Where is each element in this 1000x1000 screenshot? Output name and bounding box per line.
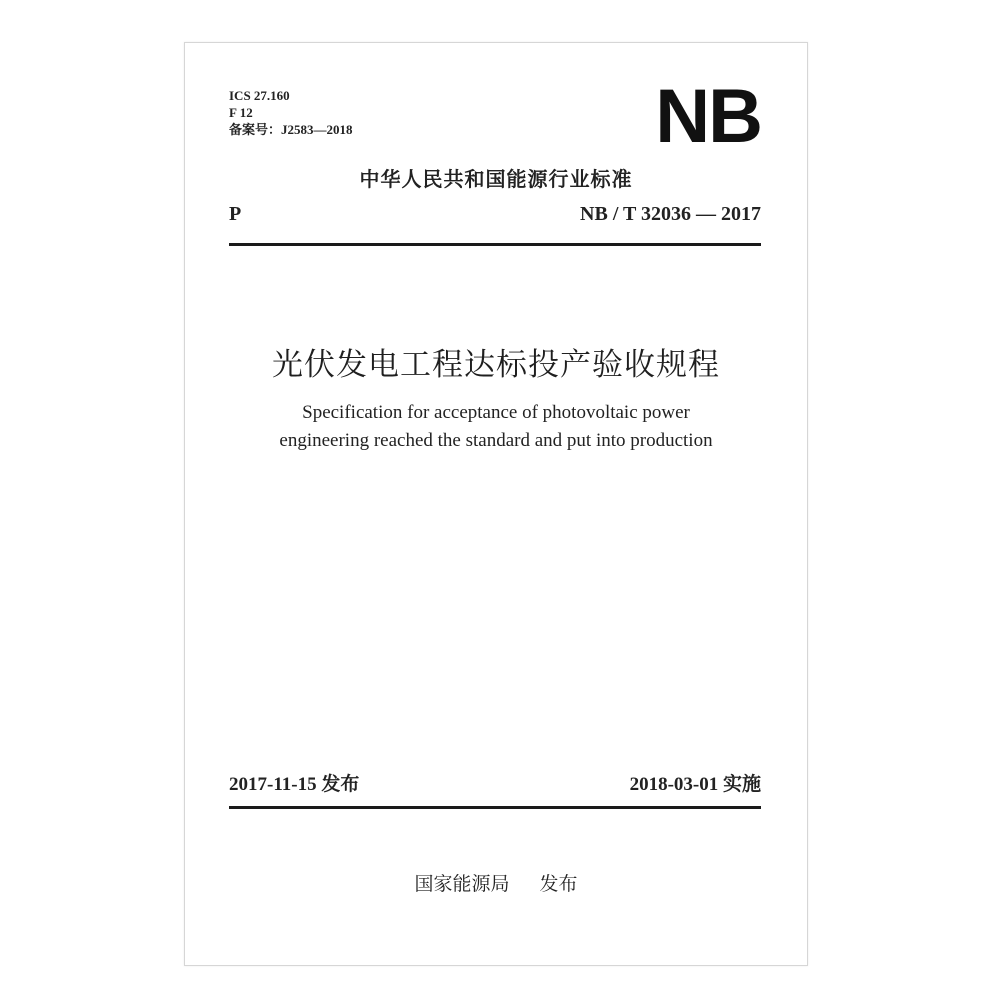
standard-code-row: [229, 203, 761, 229]
classification-letter: P: [229, 203, 242, 225]
implementation-date: 2018-03-01 实施: [629, 774, 761, 795]
standard-cover-page: [184, 42, 808, 966]
ccs-code: F 12: [229, 105, 253, 120]
issue-date: 2017-11-15 发布: [229, 774, 360, 795]
date-row: [229, 769, 761, 797]
issuer-action: 发布: [539, 873, 578, 895]
classification-meta: [229, 87, 353, 138]
ics-code: ICS 27.160: [229, 88, 290, 103]
document-title-en: [205, 399, 787, 455]
issuer-name: 国家能源局: [414, 873, 510, 895]
industry-standard-title: 中华人民共和国能源行业标准: [359, 167, 633, 191]
bottom-divider: [229, 806, 761, 809]
nb-logo: NB: [655, 74, 761, 159]
document-title-cn: 光伏发电工程达标投产验收规程: [272, 347, 720, 383]
filing-number: 备案号：J2583—2018: [229, 122, 353, 137]
title-en-line-1: Specification for acceptance of photovoltaic power: [302, 402, 690, 423]
title-en-line-2: engineering reached the standard and put into production: [279, 430, 713, 451]
top-divider: [229, 243, 761, 246]
standard-number: NB / T 32036 — 2017: [580, 203, 761, 225]
issuer: [185, 869, 807, 896]
